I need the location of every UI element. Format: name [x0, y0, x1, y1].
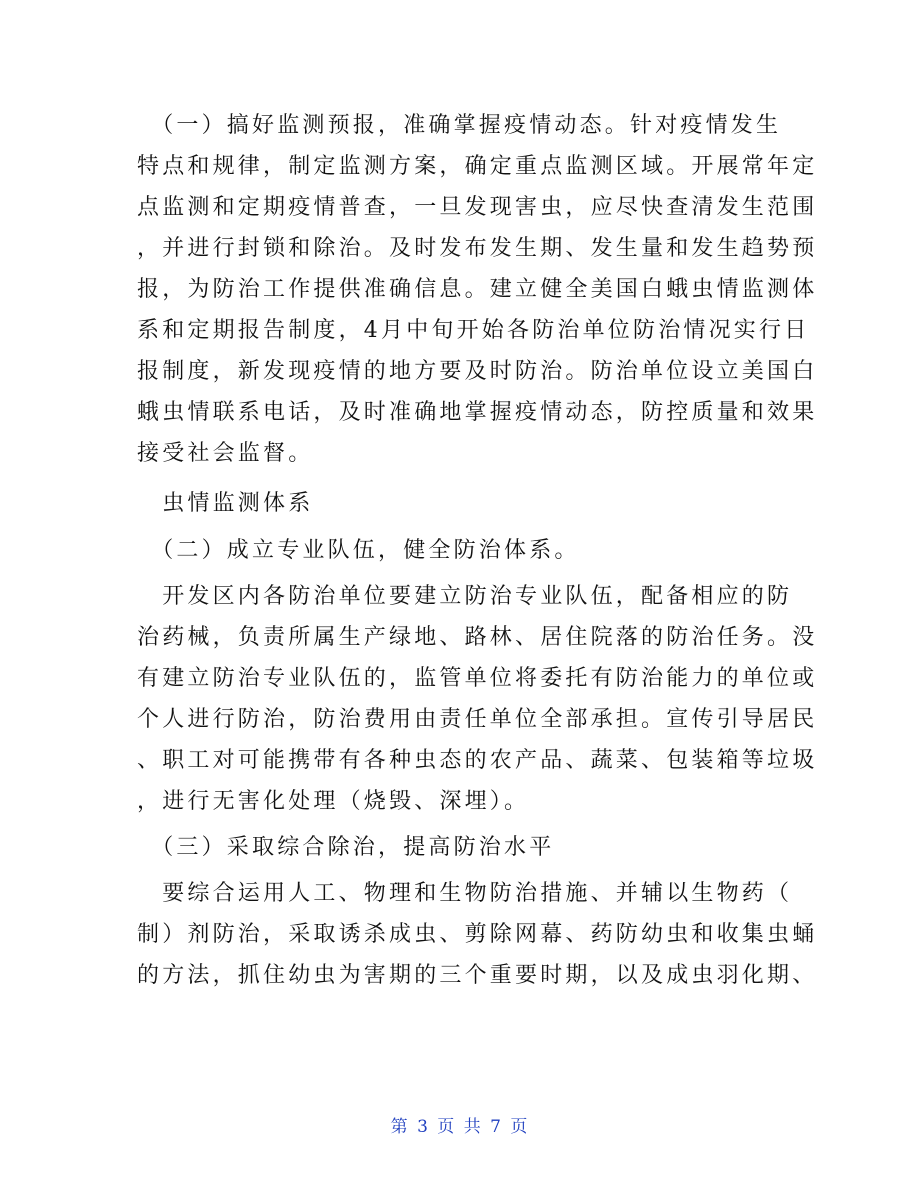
text-line: 点监测和定期疫情普查，一旦发现害虫，应尽快查清发生范围	[137, 195, 818, 220]
page-number-footer: 第 3 页 共 7 页	[390, 1117, 530, 1137]
text-line: 蛾虫情联系电话，及时准确地掌握疫情动态，防控质量和效果	[137, 400, 818, 425]
text-line: ，进行无害化处理（烧毁、深埋）。	[137, 789, 530, 814]
text-line: 要综合运用人工、物理和生物防治措施、并辅以生物药（	[137, 881, 793, 906]
text-line: 、职工对可能携带有各种虫态的农产品、蔬菜、包装箱等垃圾	[137, 748, 818, 773]
text-line: 特点和规律，制定监测方案，确定重点监测区域。开展常年定	[137, 154, 818, 179]
section-heading: （三）采取综合除治，提高防治水平	[137, 835, 555, 860]
text-line: （一）搞好监测预报，准确掌握疫情动态。针对疫情发生	[137, 113, 782, 138]
text-line: 系和定期报告制度，4月中旬开始各防治单位防治情况实行日	[137, 318, 810, 343]
text-line: 接受社会监督。	[137, 441, 314, 466]
text-line: ，并进行封锁和除治。及时发布发生期、发生量和发生趋势预	[137, 236, 818, 261]
section-heading: （二）成立专业队伍，健全防治体系。	[137, 538, 580, 563]
text-line: 的方法，抓住幼虫为害期的三个重要时期，以及成虫羽化期、	[137, 963, 818, 988]
text-line: 制）剂防治，采取诱杀成虫、剪除网幕、药防幼虫和收集虫蛹	[137, 922, 818, 947]
text-line: 报，为防治工作提供准确信息。建立健全美国白蛾虫情监测体	[137, 277, 818, 302]
text-line: 开发区内各防治单位要建立防治专业队伍，配备相应的防	[137, 584, 793, 609]
text-line: 报制度，新发现疫情的地方要及时防治。防治单位设立美国白	[137, 359, 818, 384]
text-line: 有建立防治专业队伍的，监管单位将委托有防治能力的单位或	[137, 666, 818, 691]
text-line: 个人进行防治，防治费用由责任单位全部承担。宣传引导居民	[137, 707, 818, 732]
section-label: 虫情监测体系	[137, 491, 314, 516]
text-line: 治药械，负责所属生产绿地、路林、居住院落的防治任务。没	[137, 625, 818, 650]
